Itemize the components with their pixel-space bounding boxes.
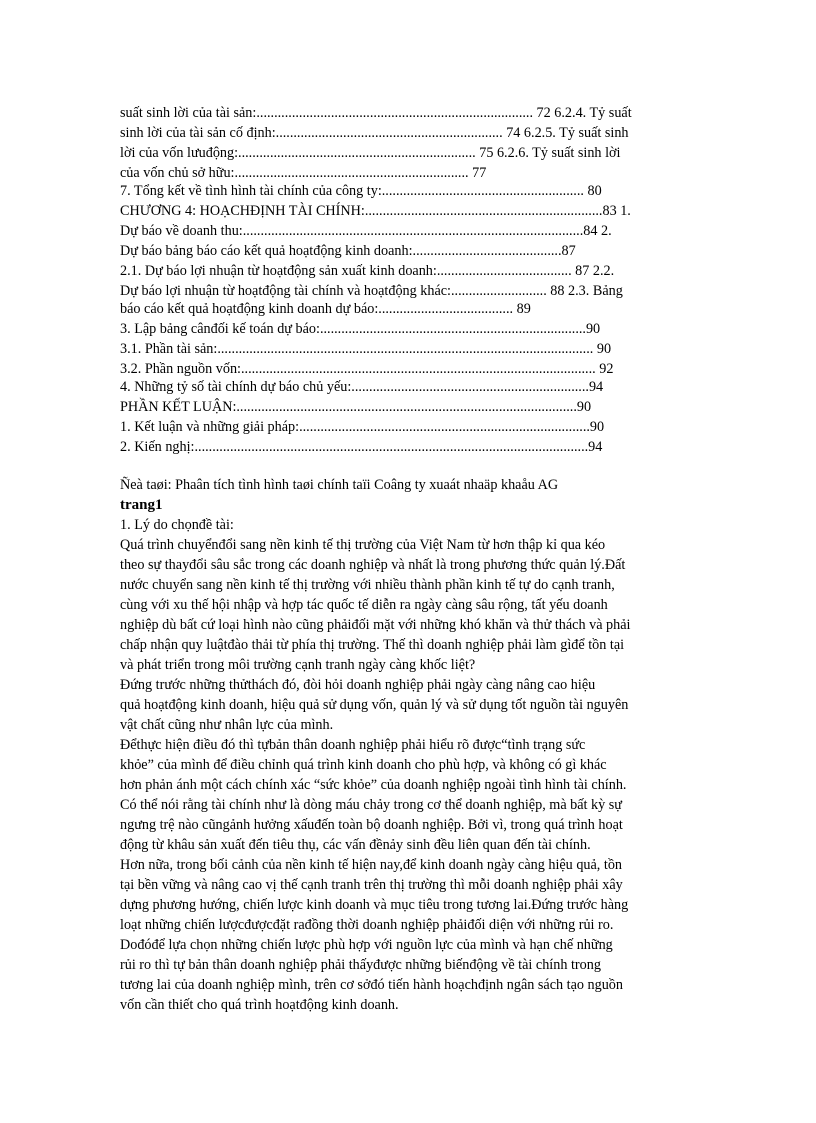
toc-line: 4. Những tỷ số tài chính dự báo chủ yếu:...................................................................94 <box>120 379 604 395</box>
paragraph-line: nghiệp dù bất cứ loại hình nào cũng phảiđối mặt với những khó khăn và thử thách và phải <box>120 617 631 633</box>
paragraph-line: khỏe” của mình để điều chỉnh quá trình kinh doanh cho phù hợp, và không có gì khác <box>120 757 607 773</box>
paragraph-line: nước chuyển sang nền kinh tế thị trường với nhiều thành phần kinh tế tự do cạnh tranh, <box>120 577 615 593</box>
toc-section-line: PHẦN KẾT LUẬN:................................................................................................90 <box>120 399 592 415</box>
document-header: Ñeà taøi: Phaân tích tình hình taøi chính taïi Coâng ty xuaát nhaäp khaåu AG <box>120 477 559 493</box>
paragraph-line: Đứng trước những thửthách đó, đòi hỏi doanh nghiệp phải ngày càng nâng cao hiệu <box>120 677 596 693</box>
toc-line: Dự báo lợi nhuận từ hoạtđộng tài chính và hoạtđộng khác:........................... 88 2.3. Bảng <box>120 283 623 299</box>
toc-line: báo cáo kết quả hoạtđộng kinh doanh dự báo:...................................... 89 <box>120 301 531 317</box>
toc-line: sinh lời của tài sản cố định:................................................................ 74 6.2.5. Tỷ suất sinh <box>120 125 629 141</box>
page-label: trang1 <box>120 497 163 513</box>
paragraph-line: Đểthực hiện điều đó thì tựbản thân doanh nghiệp phải hiểu rõ được“tình trạng sức <box>120 737 586 753</box>
paragraph-line: ngưng trệ nào cũngảnh hưởng xấuđến toàn bộ doanh nghiệp. Bởi vì, trong quá trình hoạt <box>120 817 623 833</box>
toc-line: 1. Kết luận và những giải pháp:..................................................................................90 <box>120 419 605 435</box>
toc-line: Dự báo bảng báo cáo kết quả hoạtđộng kinh doanh:..........................................87 <box>120 243 576 259</box>
toc-line: lời của vốn lưuđộng:................................................................... 75 6.2.6. Tỷ suất sinh lời <box>120 145 621 161</box>
paragraph-line: vật chất cũng như nhân lực của mình. <box>120 717 334 733</box>
toc-line: Dự báo về doanh thu:................................................................................................84 2. <box>120 223 612 239</box>
toc-chapter-line: CHƯƠNG 4: HOẠCHĐỊNH TÀI CHÍNH:...................................................................83 1. <box>120 203 631 219</box>
paragraph-line: và phát triển trong môi trường cạnh tranh ngày càng khốc liệt? <box>120 657 476 673</box>
paragraph-line: theo sự thayđổi sâu sắc trong các doanh nghiệp và nhất là trong phương thức quản lý.Đất <box>120 557 626 573</box>
toc-line: 3. Lập bảng cânđối kế toán dự báo:...........................................................................90 <box>120 321 601 337</box>
paragraph-line: vốn cần thiết cho quá trình hoạtđộng kinh doanh. <box>120 997 399 1013</box>
paragraph-line: Dođóđể lựa chọn những chiến lược phù hợp với nguồn lực của mình và hạn chế những <box>120 937 613 953</box>
toc-line: suất sinh lời của tài sản:.............................................................................. 72 6.2.4. Tỷ suất <box>120 105 632 121</box>
paragraph-line: Hơn nữa, trong bối cảnh của nền kinh tế hiện nay,để kinh doanh ngày càng hiệu quả, tồn <box>120 857 623 873</box>
toc-line: 3.1. Phần tài sản:.......................................................................................................... 90 <box>120 341 612 357</box>
paragraph-line: chấp nhận quy luậtđào thải từ phía thị trường. Thế thì doanh nghiệp phải làm gìđể tồn tại <box>120 637 625 653</box>
toc-line: 7. Tổng kết về tình hình tài chính của công ty:......................................................... 80 <box>120 183 602 199</box>
paragraph-line: dựng phương hướng, chiến lược kinh doanh và mục tiêu trong tương lai.Đứng trước hàng <box>120 897 629 913</box>
toc-line: 2. Kiến nghị:...............................................................................................................94 <box>120 439 603 455</box>
section-heading: 1. Lý do chọnđề tài: <box>120 517 234 533</box>
paragraph-line: Có thể nói rằng tài chính như là dòng máu chảy trong cơ thể doanh nghiệp, mà bất kỳ sự <box>120 797 622 813</box>
paragraph-line: tại bền vững và nâng cao vị thế cạnh tranh trên thị trường thì mỗi doanh nghiệp phải xây <box>120 877 623 893</box>
paragraph-line: quả hoạtđộng kinh doanh, hiệu quả sử dụng vốn, quản lý và sử dụng tốt nguồn tài nguyên <box>120 697 629 713</box>
paragraph-line: rủi ro thì tự bản thân doanh nghiệp phải thấyđược những biếnđộng về tài chính trong <box>120 957 601 973</box>
paragraph-line: loạt những chiến lượcđượcđặt rađồng thời doanh nghiệp phảiđối diện với những rủi ro. <box>120 917 614 933</box>
paragraph-line: tương lai của doanh nghiệp mình, trên cơ sởđó tiến hành hoạchđịnh ngân sách tạo nguồn <box>120 977 623 993</box>
toc-line: 3.2. Phần nguồn vốn:.................................................................................................... 92 <box>120 361 614 377</box>
paragraph-line: cùng với xu thế hội nhập và hợp tác quốc tế diễn ra ngày càng sâu rộng, tất yếu doanh <box>120 597 608 613</box>
paragraph-line: Quá trình chuyểnđổi sang nền kinh tế thị trường của Việt Nam từ hơn thập kỉ qua kéo <box>120 537 606 553</box>
paragraph-line: hơn phản ánh một cách chính xác “sức khỏe” của doanh nghiệp ngoài tình hình tài chính. <box>120 777 627 793</box>
toc-line: 2.1. Dự báo lợi nhuận từ hoạtđộng sản xuất kinh doanh:...................................... 87 2.2. <box>120 263 615 279</box>
paragraph-line: động từ khâu sản xuất đến tiêu thụ, các vấn đềnảy sinh đều liên quan đến tài chính. <box>120 837 591 853</box>
toc-line: của vốn chủ sở hữu:.................................................................. 77 <box>120 165 487 181</box>
